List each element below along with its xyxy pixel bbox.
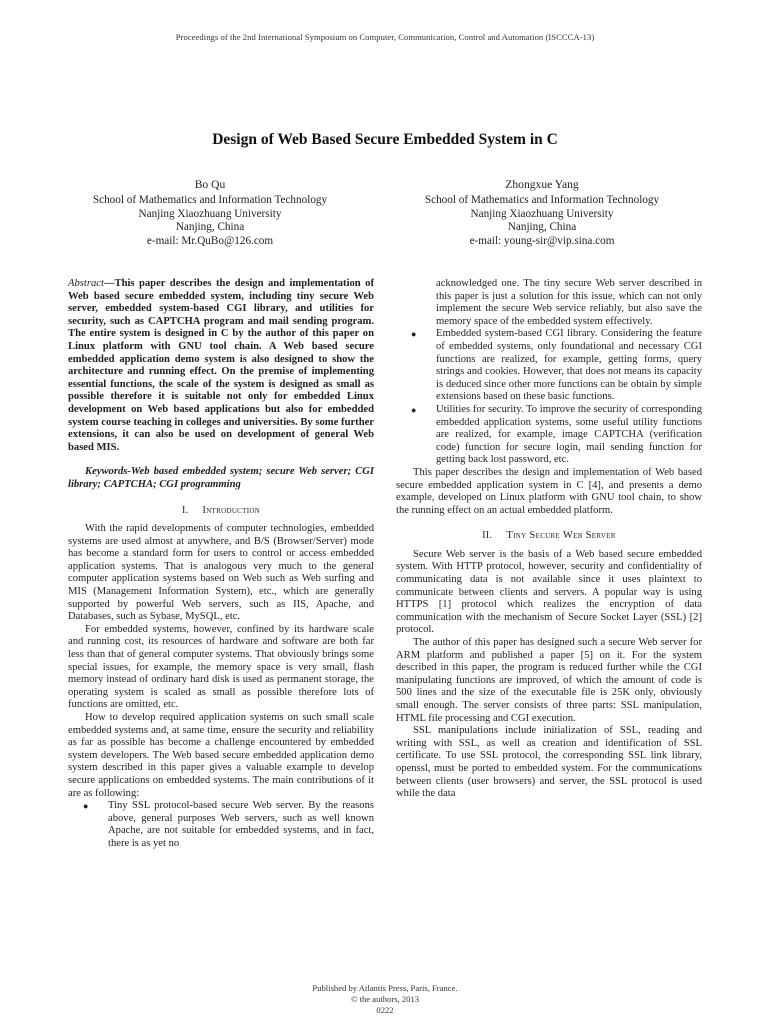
bullet-icon: ●: [83, 801, 89, 812]
intro-paragraph-2: For embedded systems, however, confined by its hardware scale and running cost, its resources of hardware and software are both far less than that of general computer systems. That obviously brings some special issues, for example, the memory space is very small, flash memory instead of ordinary hard disk is used as permanent storage, the operating system is scaled as small as possible therefore lots of functions are omitted, etc.: [68, 623, 374, 711]
intro-paragraph-3: How to develop required application systems on such small scale embedded systems and, at same time, ensure the security and reliability as far as possible has become a challenge encountered by embedded system developers. The Web based secure embedded application demo system described in this paper gives a valuable example to develop secure applications on embedded systems. The main contributions of it are as following:: [68, 712, 374, 799]
paper-title: Design of Web Based Secure Embedded System in C: [212, 131, 558, 148]
list-item: [411, 403, 702, 467]
page-footer: [0, 983, 770, 1016]
copyright-line: © the authors, 2013: [350, 994, 420, 1004]
section-title: Tiny Secure Web Server: [506, 530, 616, 542]
publisher-line: Published by Atlantis Press, Paris, France.: [312, 983, 458, 993]
abstract-text: —This paper describes the design and implementation of Web based secure embedded system, including tiny secure Web server, embedded system-based CGI library, and utilities for security, such as CAPTCHA program and mail sending program. The entire system is designed in C by the author of this paper on Linux platform with GNU tool chain. A Web based secure embedded application demo system is also designed to show the architecture and running effect. On the premise of implementing essential functions, the scale of the system is designed as small as possible therefore it is suitable not only for embedded Linux development on Web based applications but also for embedded system course teaching in colleges and universities. By some further extensions, it can also be used on development of general Web based MIS.: [68, 278, 374, 453]
author-block-2: [382, 178, 702, 249]
section-title: Introduction: [202, 504, 261, 516]
server-paragraph-2: The author of this paper has designed such a secure Web server for ARM platform and published a paper [5] on it. For the system described in this paper, the program is reduced further while the CGI manipulating functions are improved, of which the amount of code is 500 lines and the size of the executable file is 25K only, obviously small enough. The server consists of three parts: SSL manipulation, HTML file processing and CGI execution.: [396, 637, 702, 724]
server-paragraph-1: Secure Web server is the basis of a Web based secure embedded system. With HTTP protocol, however, security and confidentiality of communicating data is not available since it uses plaintext to communicate between clients and servers. A popular way is using HTTPS [1] protocol which realizes the encryption of data communication with the mechanism of Secure Socket Layer (SSL) [2] protocol.: [396, 548, 702, 636]
list-item-continuation: acknowledged one. The tiny secure Web server described in this paper is just a solution for this issue, which can not only implement the secure Web service reliably, but also save the memory space of the embedded system effectively.: [436, 278, 702, 327]
intro-paragraph-4: This paper describes the design and implementation of Web based secure embedded application system in C [4], and presents a demo example, developed on Linux platform with GNU tool chain, to show the running effect on an actual embedded platform.: [396, 466, 702, 516]
page-number: 0222: [376, 1005, 394, 1015]
abstract: [68, 278, 374, 454]
author-university: Nanjing Xiaozhuang University: [470, 207, 614, 220]
author-name: Zhongxue Yang: [505, 178, 579, 191]
author-university: Nanjing Xiaozhuang University: [138, 207, 282, 220]
section-heading-introduction: [68, 505, 374, 518]
author-affiliation: School of Mathematics and Information Technology: [424, 193, 660, 206]
author-location: Nanjing, China: [175, 221, 245, 234]
author-email: e-mail: young-sir@vip.sina.com: [469, 235, 615, 248]
section-heading-tiny-secure-web-server: [396, 530, 702, 543]
list-item-text: Embedded system-based CGI library. Considering the feature of embedded systems, only foundational and necessary CGI functions are realized, for example, getting forms, query strings and cookies. However, that does not means its capacity is deduced since other more functions can be obtain by simple extensions based on these basic functions.: [436, 328, 702, 403]
list-item: [83, 800, 374, 850]
section-number: I.: [181, 504, 189, 516]
list-item-text: Tiny SSL protocol-based secure Web server. By the reasons above, general purposes Web servers, such as well known Apache, are not suitable for embedded systems, and in fact, there is as yet no: [108, 800, 374, 849]
contribution-list-continued: [396, 328, 702, 467]
abstract-label: Abstract: [68, 278, 104, 289]
author-location: Nanjing, China: [507, 221, 577, 234]
list-item-text: Utilities for security. To improve the security of corresponding embedded application systems, some useful utility functions are realized, for example, image CAPTCHA (verification code) function for secure login, mail sending function for getting back lost password, etc.: [436, 403, 702, 466]
author-name: Bo Qu: [194, 178, 226, 191]
section-number: II.: [482, 530, 493, 542]
list-item: [411, 328, 702, 404]
right-column: [396, 278, 702, 801]
bullet-icon: ●: [411, 404, 417, 415]
server-paragraph-3: SSL manipulations include initialization of SSL, reading and writing with SSL, as well as creation and identification of SSL certificate. To use SSL protocol, the corresponding SSL link library, openssl, must be ported to embedded system. For the communications between clients (user browsers) and server, the SSL protocol is used while the data: [396, 725, 702, 800]
proceedings-header: Proceedings of the 2nd International Symposium on Computer, Communication, Control and Automation (ISCCCA-13): [175, 32, 595, 42]
author-affiliation: School of Mathematics and Information Technology: [92, 193, 328, 206]
bullet-icon: ●: [411, 329, 417, 340]
author-email: e-mail: Mr.QuBo@126.com: [146, 235, 274, 248]
left-column: [68, 278, 374, 851]
keywords: Keywords-Web based embedded system; secure Web server; CGI library; CAPTCHA; CGI programming: [68, 466, 374, 490]
author-block-1: [50, 178, 370, 249]
intro-paragraph-1: With the rapid developments of computer technologies, embedded systems are used almost at anywhere, and B/S (Browser/Server) mode has become a standard form for users to control or access embedded application systems. That is analogous very much to the general computer application systems based on Web such as Web surfing and MIS (Management Information System), etc., which are generally supported by powerful Web servers, such as IIS, Apache, and Databases, such as Sybase, MySQL, etc.: [68, 523, 374, 623]
contribution-list: [68, 800, 374, 850]
